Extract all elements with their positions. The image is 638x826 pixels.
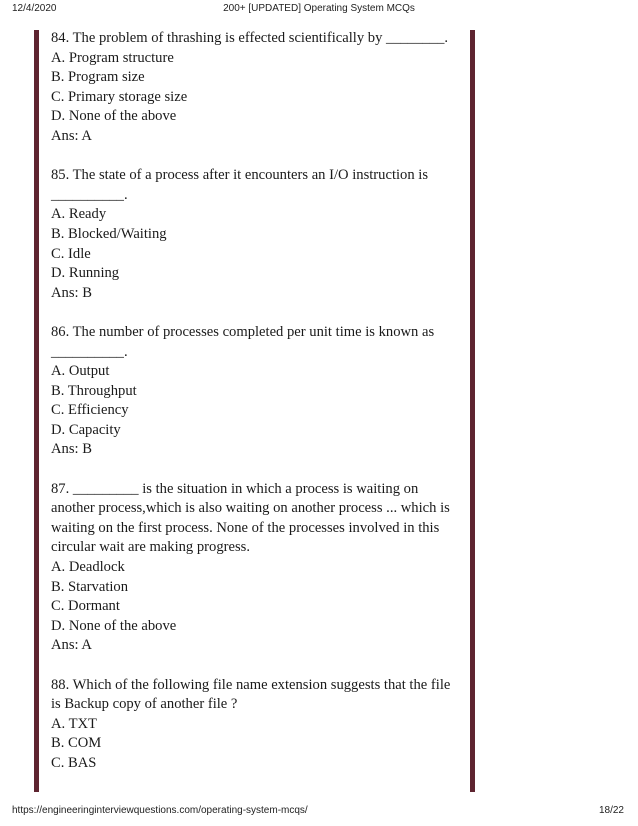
- question-88: [51, 676, 463, 774]
- option-c: C. Dormant: [51, 598, 120, 615]
- page-number: 18/22: [598, 805, 624, 816]
- question-text: 88. Which of the following file name extension suggests that the file is Backup copy of another file ?: [51, 676, 451, 713]
- question-text: 85. The state of a process after it encounters an I/O instruction is __________.: [51, 167, 429, 203]
- option-d: D. None of the above: [51, 108, 177, 125]
- option-b: B. COM: [51, 735, 102, 752]
- question-text: 87. _________ is the situation in which a process is waiting on another process,which is also waiting on another process ... which is waiting on the first process. None of the processes involved in this circular wait are making progress.: [51, 480, 450, 556]
- option-b: B. Throughput: [51, 382, 137, 399]
- option-c: C. Idle: [51, 245, 91, 262]
- left-accent-bar: [34, 30, 39, 792]
- option-a: A. Deadlock: [51, 559, 125, 576]
- answer: Ans: A: [51, 127, 92, 144]
- page-url: https://engineeringinterviewquestions.com/operating-system-mcqs/: [12, 805, 308, 816]
- answer: Ans: B: [51, 284, 92, 301]
- print-footer: [0, 805, 638, 819]
- answer: Ans: A: [51, 637, 92, 654]
- mcq-content: [51, 29, 463, 793]
- option-d: D. None of the above: [51, 617, 177, 634]
- print-header: [0, 3, 638, 17]
- option-b: B. Program size: [51, 69, 145, 86]
- option-c: C. BAS: [51, 754, 97, 771]
- question-85: [51, 166, 463, 303]
- question-text: 84. The problem of thrashing is effected scientifically by ________.: [51, 30, 449, 46]
- question-text: 86. The number of processes completed per unit time is known as __________.: [51, 323, 435, 360]
- option-d: D. Capacity: [51, 421, 121, 438]
- option-b: B. Starvation: [51, 578, 129, 595]
- option-a: A. Ready: [51, 206, 107, 223]
- option-a: A. TXT: [51, 715, 97, 732]
- right-accent-bar: [470, 30, 475, 792]
- option-c: C. Efficiency: [51, 402, 129, 419]
- option-a: A. Program structure: [51, 49, 174, 66]
- answer: Ans: B: [51, 441, 92, 458]
- option-a: A. Output: [51, 363, 110, 380]
- option-b: B. Blocked/Waiting: [51, 225, 167, 242]
- print-date: 12/4/2020: [12, 3, 57, 14]
- option-c: C. Primary storage size: [51, 88, 188, 105]
- option-d: D. Running: [51, 265, 120, 282]
- question-84: [51, 29, 463, 147]
- document-title: 200+ [UPDATED] Operating System MCQs: [223, 3, 415, 14]
- question-86: [51, 323, 463, 460]
- question-87: [51, 480, 463, 656]
